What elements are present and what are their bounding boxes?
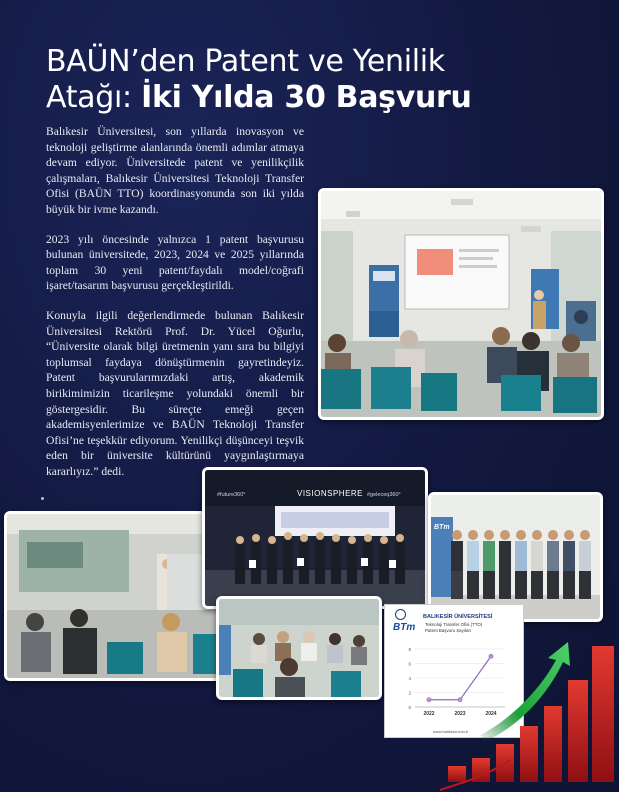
seminar-illustration <box>219 599 379 697</box>
card-caption-line-2: Patent Başvuru Sayıları <box>425 628 472 633</box>
photo-event-stage <box>202 467 428 609</box>
slide-banner-brand: BTm <box>434 524 450 531</box>
chart-y-tick-label: 6 <box>408 661 411 667</box>
event-hashtag-2: #geleceq360° <box>367 492 401 498</box>
title-line-2b: İki Yılda 30 Başvuru <box>141 80 472 115</box>
chart-x-tick-label: 2024 <box>485 711 497 715</box>
growth-bar <box>568 680 588 782</box>
photo-seminar <box>216 596 382 700</box>
chart-y-tick-label: 0 <box>408 704 411 710</box>
growth-bar <box>544 706 562 782</box>
chart-point <box>427 698 431 702</box>
growth-bar <box>520 726 538 782</box>
paragraph-3: Konuyla ilgili değerlendirmede bulunan Balıkesir Üniversitesi Rektörü Prof. Dr. Yücel Oğurlu, “Üniversite olarak bilgi üretmenin yanı sıra bu bilgiyi toplumsal faydaya dönüştürmenin gayretindeyiz. Patent başvurularımızdaki artış, akademik birikimimizin ticarileşme yolundaki önemli bir göstergesidir. Bu süreçte emeği geçen akademisyenlerimize ve BAÜN Teknoloji Transfer Ofisi’ne teşekkür ediyorum. Yenilikçi düşünceyi teşvik eden bir üniversite kültürünü yaygınlaştırmaya kararlıyız.” dedi. <box>46 308 304 478</box>
growth-bar <box>448 766 466 782</box>
article-body <box>46 124 304 493</box>
group-illustration <box>431 495 600 619</box>
title-line-1: BAÜN’den Patent ve Yenilik <box>46 44 445 79</box>
photo-group <box>428 492 603 622</box>
photo-presentation-room <box>318 188 604 420</box>
title-line-2a: Atağı: <box>46 80 142 115</box>
card-caption-line-1: Teknoloji Transfer Ofisi (TTO) <box>425 622 483 627</box>
chart-y-tick-label: 4 <box>408 675 411 681</box>
event-banner-text: VISIONSPHERE <box>297 489 364 498</box>
paragraph-2: 2023 yılı öncesinde yalnızca 1 patent başvurusu bulunan üniversitede, 2023, 2024 ve 2025 yıllarında toplam 30 yeni patent/faydalı model/coğrafi işaret/tasarım başvurusu gerçekleştirildi. <box>46 232 304 293</box>
card-university-name: BALIKESİR ÜNİVERSİTESİ <box>423 614 493 620</box>
article-title <box>46 44 586 116</box>
lecture-illustration <box>7 514 227 678</box>
event-hashtag-1: #future360° <box>217 492 246 498</box>
chart-y-tick-label: 8 <box>408 646 411 652</box>
growth-bar <box>592 646 614 782</box>
photo-lecture <box>4 511 230 681</box>
decorative-dot <box>41 497 44 500</box>
growth-bars-graphic <box>440 640 619 792</box>
chart-x-tick-label: 2022 <box>423 711 435 715</box>
card-logo: BTm <box>393 622 416 633</box>
growth-bars <box>448 646 614 782</box>
presentation-room-illustration <box>321 191 601 417</box>
chart-y-tick-label: 2 <box>408 690 411 696</box>
paragraph-1: Balıkesir Üniversitesi, son yıllarda inovasyon ve teknoloji geliştirme alanlarında önemli adımlar atmaya devam ediyor. Üniversitede patent ve yenilikçilik çalışmaları, Balıkesir Üniversitesi Teknoloji Transfer Ofisi (BAÜN TTO) koordinasyonunda son iki yılda büyük bir ivme kazandı. <box>46 125 304 216</box>
event-stage-illustration <box>205 470 425 606</box>
chart-x-tick-label: 2023 <box>454 711 466 715</box>
card-url: www.balikesir.edu.tr <box>433 729 469 734</box>
